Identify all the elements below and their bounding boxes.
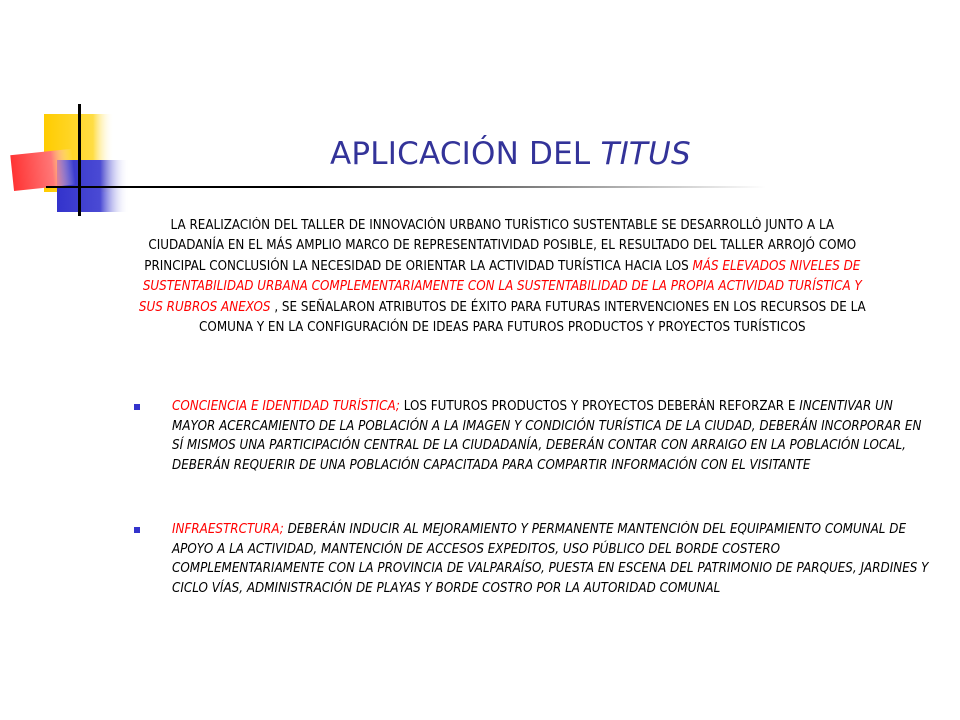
vertical-rule [78, 104, 81, 216]
title-italic: TITUS [600, 136, 691, 172]
red-bar [10, 149, 75, 191]
bullet-rest: INCENTIVAR UN MAYOR ACERCAMIENTO DE LA POBLACIÓN A LA IMAGEN Y CONDICIÓN TURÍSTICA DE LA CIUDAD, DEBERÁN INCORPORAR EN SÍ MISMOS UNA PARTICIPACIÓN CENTRAL DE LA CIUDADANÍA, DEBERÁN CONTAR CON ARRAIGO EN LA POBLACIÓN LOCAL, DEBERÁN REQUERIR DE UNA POBLACIÓN CAPACITADA PARA COMPARTIR INFORMACIÓN CON EL VISITANTE [172, 399, 922, 473]
intro-text-before: LA REALIZACIÓN DEL TALLER DE INNOVACIÓN URBANO TURÍSTICO SUSTENTABLE SE DESARROLLÓ JUNTO A LA CIUDADANÍA EN EL MÁS AMPLIO MARCO DE REPRESENTATIVIDAD POSIBLE, EL RESULTADO DEL TALLER ARROJÓ COMO PRINCIPAL CONCLUSIÓN LA NECESIDAD DE ORIENTAR LA ACTIVIDAD TURÍSTICA HACIA LOS [144, 218, 857, 274]
bullet-rest: DEBERÁN INDUCIR AL MEJORAMIENTO Y PERMANENTE MANTENCIÓN DEL EQUIPAMIENTO COMUNAL DE APOYO A LA ACTIVIDAD, MANTENCIÓN DE ACCESOS EXPEDITOS, USO PÚBLICO DEL BORDE COSTERO COMPLEMENTARIAMENTE CON LA PROVINCIA DE VALPARAÍSO, PUESTA EN ESCENA DEL PATRIMONIO DE PARQUES, JARDINES Y CICLO VÍAS, ADMINISTRACIÓN DE PLAYAS Y BORDE COSTRO POR LA AUTORIDAD COMUNAL [172, 522, 929, 596]
intro-highlight: MÁS ELEVADOS NIVELES DE SUSTENTABILIDAD URBANA COMPLEMENTARIAMENTE CON LA SUSTENTABILIDAD DE LA PROPIA ACTIVIDAD TURÍSTICA Y SUS RUBROS ANEXOS [138, 258, 862, 315]
title-main: APLICACIÓN DEL [330, 136, 601, 172]
bullet-lead: INFRAESTRCTURA; [172, 522, 284, 537]
intro-paragraph [138, 216, 867, 338]
bullet-text [172, 520, 936, 598]
bullet-text [172, 397, 936, 475]
bullet-lead: CONCIENCIA E IDENTIDAD TURÍSTICA; [172, 399, 400, 414]
intro-text-after: , SE SEÑALARON ATRIBUTOS DE ÉXITO PARA FUTURAS INTERVENCIONES EN LOS RECURSOS DE LA COMUNA Y EN LA CONFIGURACIÓN DE IDEAS PARA FUTUROS PRODUCTOS Y PROYECTOS TURÍSTICOS [199, 299, 866, 336]
page-title [330, 136, 691, 172]
horizontal-rule [46, 186, 766, 188]
bullet-plain: LOS FUTUROS PRODUCTOS Y PROYECTOS DEBERÁN REFORZAR E [399, 399, 796, 414]
